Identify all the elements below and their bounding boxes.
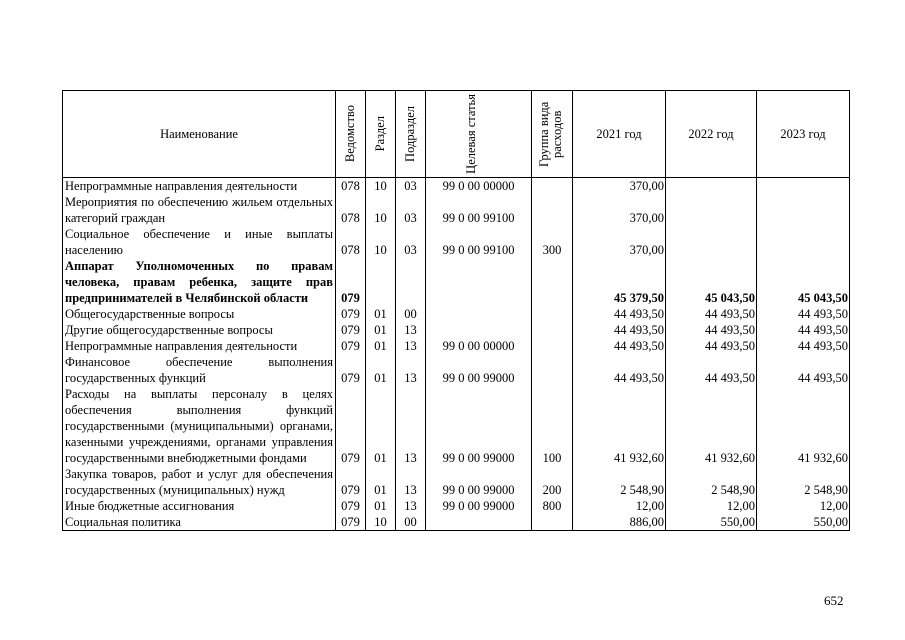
table-cell-2021: 41 932,60	[573, 386, 666, 466]
budget-table	[62, 90, 850, 531]
table-cell-2023: 45 043,50	[757, 258, 850, 306]
table-cell-vedomstvo: 079	[336, 354, 366, 386]
header-target: Целевая статья	[426, 91, 532, 178]
table-cell-2023: 41 932,60	[757, 386, 850, 466]
table-cell-2022: 550,00	[666, 514, 757, 531]
table-row	[63, 466, 850, 498]
table-cell-vedomstvo: 078	[336, 226, 366, 258]
header-vedomstvo: Ведомство	[336, 91, 366, 178]
table-cell-2022	[666, 194, 757, 226]
table-cell-vedomstvo: 079	[336, 514, 366, 531]
table-cell-razdel: 01	[366, 498, 396, 514]
header-2022: 2022 год	[666, 91, 757, 178]
header-group: Группа вида расходов	[532, 91, 573, 178]
table-cell-group: 100	[532, 386, 573, 466]
table-cell-2021: 44 493,50	[573, 338, 666, 354]
table-cell-2023	[757, 178, 850, 195]
table-cell-group	[532, 194, 573, 226]
table-cell-target: 99 0 00 99000	[426, 466, 532, 498]
table-cell-2021: 886,00	[573, 514, 666, 531]
table-cell-name: Непрограммные направления деятельности	[63, 178, 336, 195]
table-cell-2022: 41 932,60	[666, 386, 757, 466]
table-cell-target: 99 0 00 99000	[426, 386, 532, 466]
table-cell-2023	[757, 226, 850, 258]
table-cell-name: Социальная политика	[63, 514, 336, 531]
header-row	[63, 91, 850, 178]
table-cell-2022: 45 043,50	[666, 258, 757, 306]
table-cell-razdel: 10	[366, 514, 396, 531]
table-cell-podrazdel: 13	[396, 466, 426, 498]
table-cell-vedomstvo: 079	[336, 498, 366, 514]
table-cell-vedomstvo: 078	[336, 194, 366, 226]
table-cell-2021: 370,00	[573, 194, 666, 226]
table-cell-podrazdel: 13	[396, 386, 426, 466]
table-cell-group: 300	[532, 226, 573, 258]
table-cell-razdel: 10	[366, 194, 396, 226]
table-cell-vedomstvo: 079	[336, 306, 366, 322]
table-cell-podrazdel: 13	[396, 322, 426, 338]
table-cell-target	[426, 306, 532, 322]
table-cell-vedomstvo: 079	[336, 386, 366, 466]
table-cell-2022: 12,00	[666, 498, 757, 514]
table-cell-2023: 2 548,90	[757, 466, 850, 498]
table-cell-2022	[666, 178, 757, 195]
table-cell-2022: 2 548,90	[666, 466, 757, 498]
table-cell-2021: 45 379,50	[573, 258, 666, 306]
table-cell-podrazdel: 13	[396, 498, 426, 514]
table-row	[63, 338, 850, 354]
table-cell-name: Закупка товаров, работ и услуг для обеспечения государственных (муниципальных) нужд	[63, 466, 336, 498]
table-cell-target: 99 0 00 99100	[426, 194, 532, 226]
table-cell-2021: 370,00	[573, 226, 666, 258]
header-name: Наименование	[63, 91, 336, 178]
table-row	[63, 514, 850, 531]
table-cell-vedomstvo: 078	[336, 178, 366, 195]
page-number: 652	[824, 593, 844, 608]
table-cell-name: Иные бюджетные ассигнования	[63, 498, 336, 514]
table-cell-2022: 44 493,50	[666, 354, 757, 386]
table-cell-razdel: 01	[366, 354, 396, 386]
table-cell-razdel: 10	[366, 178, 396, 195]
table-row	[63, 258, 850, 306]
table-cell-group: 200	[532, 466, 573, 498]
table-cell-group	[532, 354, 573, 386]
table-cell-group	[532, 514, 573, 531]
table-row	[63, 178, 850, 195]
table-cell-name: Финансовое обеспечение выполнения государственных функций	[63, 354, 336, 386]
table-cell-name: Расходы на выплаты персоналу в целях обеспечения выполнения функций государственными (муниципальными) органами, казенными учреждениями, органами управления государственными внебюджетными фондами	[63, 386, 336, 466]
table-cell-razdel: 01	[366, 322, 396, 338]
table-row	[63, 354, 850, 386]
table-cell-razdel: 10	[366, 226, 396, 258]
table-row	[63, 322, 850, 338]
table-cell-podrazdel: 03	[396, 194, 426, 226]
table-row	[63, 226, 850, 258]
table-cell-razdel: 01	[366, 386, 396, 466]
table-cell-razdel: 01	[366, 306, 396, 322]
table-cell-2023: 550,00	[757, 514, 850, 531]
table-cell-name: Аппарат Уполномоченных по правам человека, правам ребенка, защите прав предпринимателей в Челябинской области	[63, 258, 336, 306]
table-cell-2023: 44 493,50	[757, 338, 850, 354]
header-podrazdel: Подраздел	[396, 91, 426, 178]
table-cell-target	[426, 258, 532, 306]
table-cell-group	[532, 322, 573, 338]
header-razdel: Раздел	[366, 91, 396, 178]
table-cell-2022: 44 493,50	[666, 338, 757, 354]
table-cell-razdel: 01	[366, 338, 396, 354]
table-cell-group	[532, 258, 573, 306]
table-cell-2021: 12,00	[573, 498, 666, 514]
table-cell-2021: 44 493,50	[573, 322, 666, 338]
table-cell-group	[532, 338, 573, 354]
table-cell-group: 800	[532, 498, 573, 514]
table-row	[63, 194, 850, 226]
table-row	[63, 498, 850, 514]
table-cell-podrazdel: 00	[396, 306, 426, 322]
table-cell-2023: 44 493,50	[757, 322, 850, 338]
table-cell-target: 99 0 00 00000	[426, 178, 532, 195]
table-cell-vedomstvo: 079	[336, 322, 366, 338]
table-cell-group	[532, 306, 573, 322]
table-cell-vedomstvo: 079	[336, 258, 366, 306]
table-cell-group	[532, 178, 573, 195]
table-cell-2023: 44 493,50	[757, 354, 850, 386]
table-cell-2023	[757, 194, 850, 226]
table-cell-podrazdel: 00	[396, 514, 426, 531]
table-cell-2021: 44 493,50	[573, 306, 666, 322]
header-2023: 2023 год	[757, 91, 850, 178]
table-row	[63, 306, 850, 322]
table-cell-razdel	[366, 258, 396, 306]
table-cell-2022: 44 493,50	[666, 306, 757, 322]
table-cell-2021: 2 548,90	[573, 466, 666, 498]
table-cell-podrazdel: 03	[396, 178, 426, 195]
table-cell-2022: 44 493,50	[666, 322, 757, 338]
table-cell-podrazdel: 13	[396, 338, 426, 354]
table-cell-2022	[666, 226, 757, 258]
table-cell-target: 99 0 00 99100	[426, 226, 532, 258]
table-cell-2021: 370,00	[573, 178, 666, 195]
table-cell-podrazdel: 13	[396, 354, 426, 386]
table-cell-razdel: 01	[366, 466, 396, 498]
table-cell-podrazdel: 03	[396, 226, 426, 258]
table-cell-podrazdel	[396, 258, 426, 306]
table-cell-target	[426, 514, 532, 531]
table-cell-2023: 12,00	[757, 498, 850, 514]
header-2021: 2021 год	[573, 91, 666, 178]
table-cell-target: 99 0 00 00000	[426, 338, 532, 354]
table-cell-vedomstvo: 079	[336, 338, 366, 354]
table-cell-name: Социальное обеспечение и иные выплаты населению	[63, 226, 336, 258]
table-cell-name: Мероприятия по обеспечению жильем отдельных категорий граждан	[63, 194, 336, 226]
table-cell-name: Другие общегосударственные вопросы	[63, 322, 336, 338]
table-cell-target: 99 0 00 99000	[426, 498, 532, 514]
table-cell-target	[426, 322, 532, 338]
table-row	[63, 386, 850, 466]
table-cell-target: 99 0 00 99000	[426, 354, 532, 386]
table-cell-2021: 44 493,50	[573, 354, 666, 386]
table-cell-name: Общегосударственные вопросы	[63, 306, 336, 322]
table-cell-name: Непрограммные направления деятельности	[63, 338, 336, 354]
table-cell-vedomstvo: 079	[336, 466, 366, 498]
table-cell-2023: 44 493,50	[757, 306, 850, 322]
